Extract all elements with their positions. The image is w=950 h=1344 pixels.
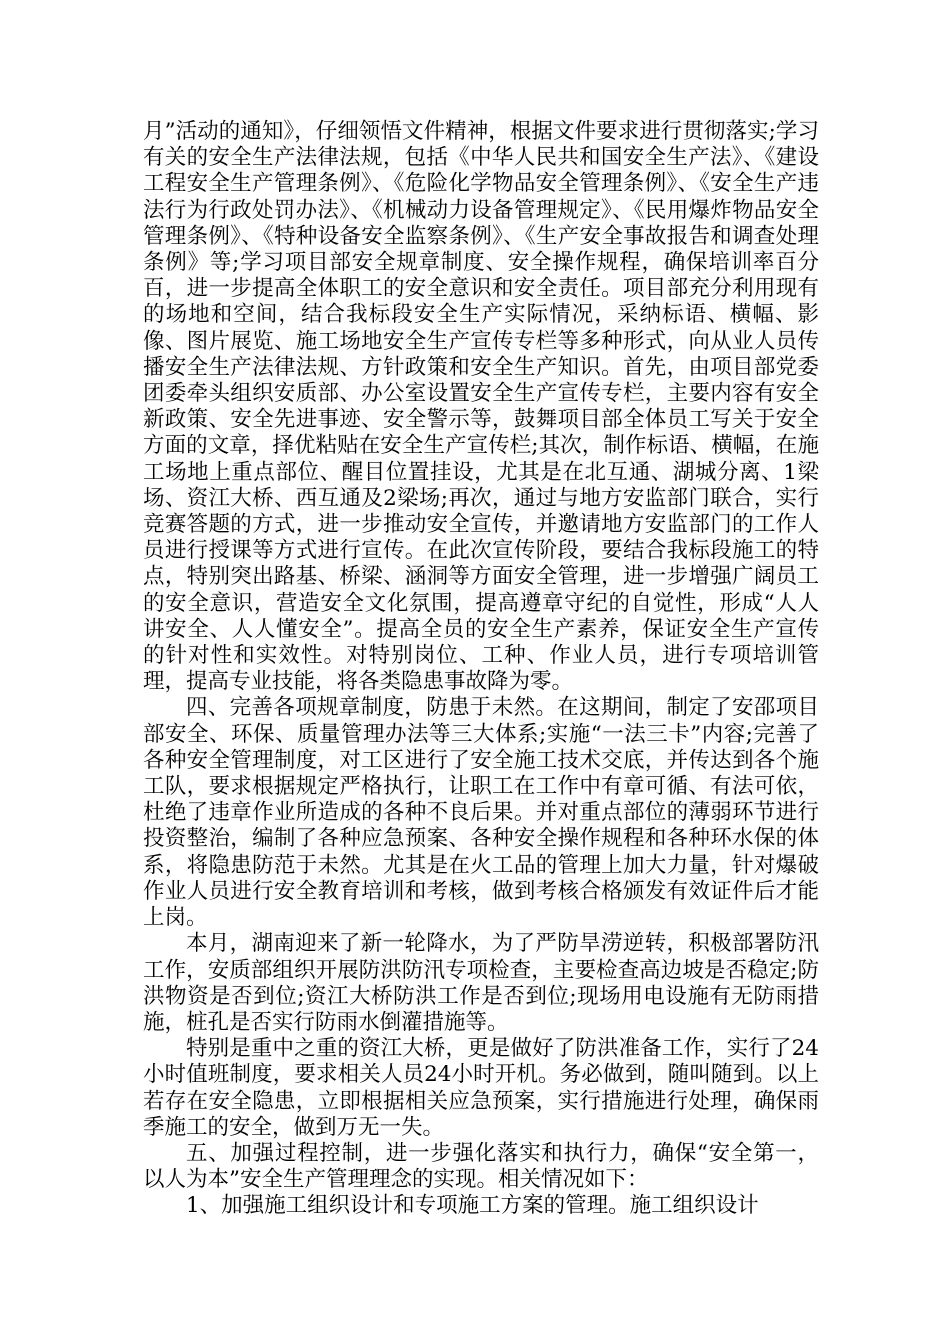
document-body [143, 119, 819, 1220]
paragraph-zijiang-bridge: 特别是重中之重的资江大桥，更是做好了防洪准备工作，实行了24小时值班制度，要求相关人员24小时开机。务必做到，随叫随到。以上若存在安全隐患，立即根据相关应急预案，实行措施进行处理，确保雨季施工的安全，做到万无一失。 [143, 1036, 819, 1140]
paragraph-flood-prevention: 本月，湖南迎来了新一轮降水，为了严防旱涝逆转，积极部署防汛工作，安质部组织开展防洪防汛专项检查，主要检查高边坡是否稳定;防洪物资是否到位;资江大桥防洪工作是否到位;现场用电设施有无防雨措施，桩孔是否实行防雨水倒灌措施等。 [143, 931, 819, 1035]
paragraph-safety-publicity: 月”活动的通知》，仔细领悟文件精神，根据文件要求进行贯彻落实;学习有关的安全生产法律法规，包括《中华人民共和国安全生产法》、《建设工程安全生产管理条例》、《危险化学物品安全管理条例》、《安全生产违法行为行政处罚办法》、《机械动力设备管理规定》、《民用爆炸物品安全管理条例》、《特种设备安全监察条例》、《生产安全事故报告和调查处理条例》等;学习项目部安全规章制度、安全操作规程，确保培训率百分百，进一步提高全体职工的安全意识和安全责任。项目部充分利用现有的场地和空间，结合我标段安全生产实际情况，采纳标语、横幅、影像、图片展览、施工场地安全生产宣传专栏等多种形式，向从业人员传播安全生产法律法规、方针政策和安全生产知识。首先，由项目部党委团委牵头组织安质部、办公室设置安全生产宣传专栏，主要内容有安全新政策、安全先进事迹、安全警示等，鼓舞项目部全体员工写关于安全方面的文章，择优粘贴在安全生产宣传栏;其次，制作标语、横幅，在施工场地上重点部位、醒目位置挂设，尤其是在北互通、湖城分离、1梁场、资江大桥、西互通及2梁场;再次，通过与地方安监部门联合，实行竞赛答题的方式，进一步推动安全宣传，并邀请地方安监部门的工作人员进行授课等方式进行宣传。在此次宣传阶段，要结合我标段施工的特点，特别突出路基、桥梁、涵洞等方面安全管理，进一步增强广阔员工的安全意识，营造安全文化氛围，提高遵章守纪的自觉性，形成“人人讲安全、人人懂安全”。提高全员的安全生产素养，保证安全生产宣传的针对性和实效性。对特别岗位、工种、作业人员，进行专项培训管理，提高专业技能，将各类隐患事故降为零。 [143, 119, 819, 695]
paragraph-section-four: 四、完善各项规章制度，防患于未然。在这期间，制定了安邵项目部安全、环保、质量管理办法等三大体系;实施“一法三卡”内容;完善了各种安全管理制度，对工区进行了安全施工技术交底，并传达到各个施工队，要求根据规定严格执行，让职工在工作中有章可循、有法可依，杜绝了违章作业所造成的各种不良后果。并对重点部位的薄弱环节进行投资整治，编制了各种应急预案、各种安全操作规程和各种环水保的体系，将隐患防范于未然。尤其是在火工品的管理上加大力量，针对爆破作业人员进行安全教育培训和考核，做到考核合格颁发有效证件后才能上岗。 [143, 695, 819, 931]
paragraph-section-five: 五、加强过程控制，进一步强化落实和执行力，确保“安全第一，以人为本”安全生产管理理念的实现。相关情况如下： [143, 1140, 819, 1193]
paragraph-item-one: 1、加强施工组织设计和专项施工方案的管理。施工组织设计 [186, 1193, 759, 1219]
